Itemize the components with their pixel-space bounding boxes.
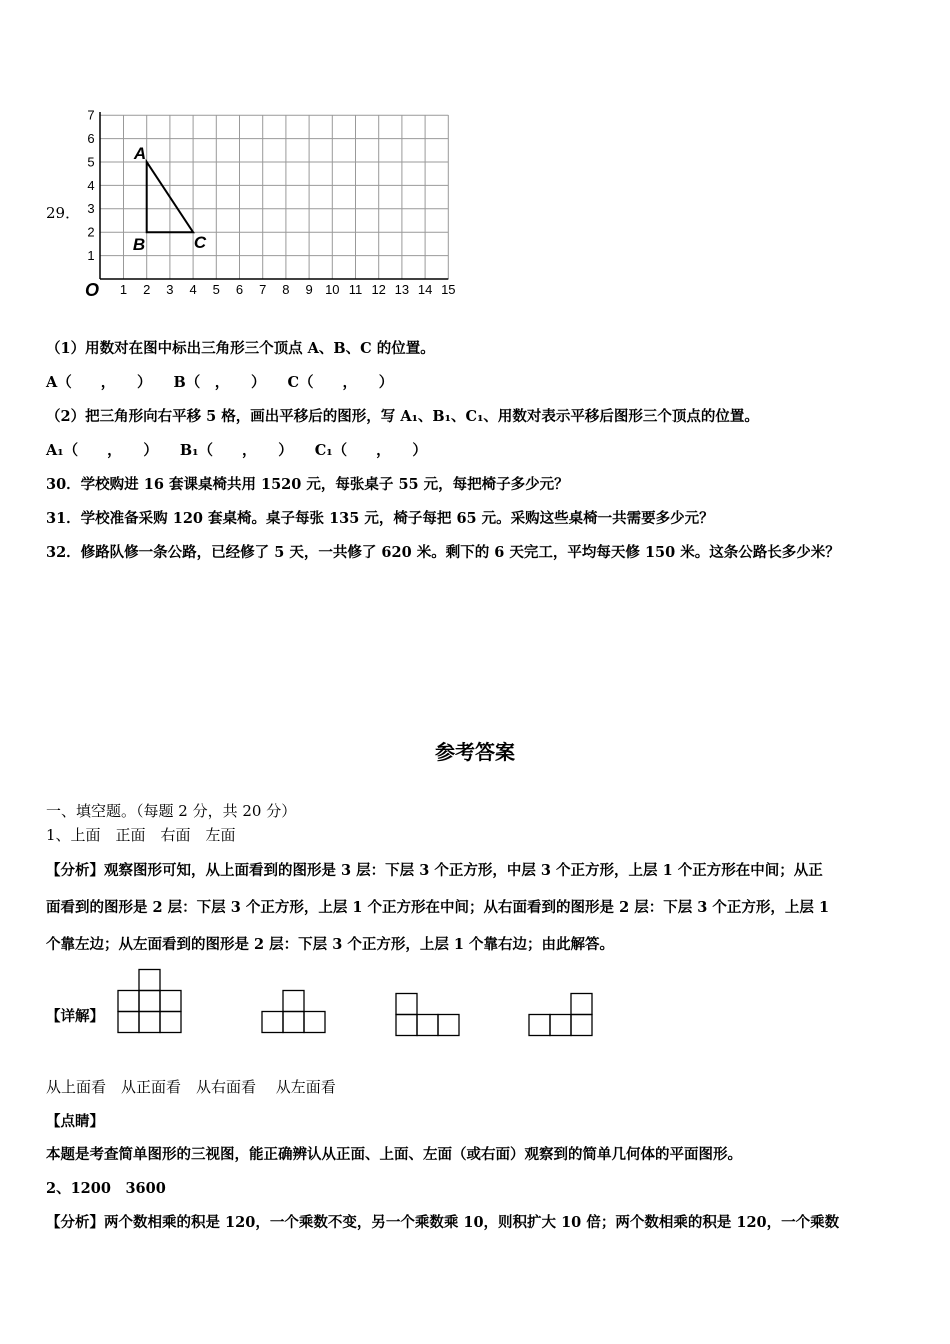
blank-a1: A₁（ ， ）: [46, 442, 158, 459]
point-label-b: B: [132, 235, 146, 254]
x-tick-label: 2: [143, 282, 151, 297]
y-tick-label: 2: [87, 224, 95, 240]
question-31: 31．学校准备采购 120 套桌椅。桌子每张 135 元，椅子每把 65 元。采购这些桌椅一共需要多少元？: [46, 510, 714, 527]
x-tick-labels: [120, 282, 456, 297]
y-tick-label: 5: [87, 154, 95, 170]
x-tick-label: 11: [348, 282, 363, 297]
answer-2-analysis: 【分析】两个数相乘的积是 120，一个乘数不变，另一个乘数乘 10，则积扩大 10 倍；两个数相乘的积是 120，一个乘数: [46, 1214, 840, 1231]
question-30: 30．学校购进 16 套课桌椅共用 1520 元，每张桌子 55 元，每把椅子多少元？: [46, 476, 569, 493]
view-labels: 从上面看 从正面看 从右面看 从左面看: [46, 1078, 336, 1096]
grid-lines: [100, 115, 448, 279]
blank-b1: B₁（ ， ）: [179, 442, 293, 459]
coordinate-grid: [78, 104, 468, 304]
x-tick-label: 10: [325, 282, 340, 297]
view-left: [527, 992, 595, 1039]
answer-1: 1、上面 正面 右面 左面: [46, 826, 236, 844]
view-front: [260, 989, 328, 1036]
answer-2: 2、1200 3600: [46, 1180, 166, 1197]
question-32: 32．修路队修一条公路，已经修了 5 天，一共修了 620 米。剩下的 6 天完工，平均每天修 150 米。这条公路长多少米？: [46, 544, 840, 561]
x-tick-label: 8: [282, 282, 290, 297]
q29-part2-blanks: [46, 439, 427, 460]
blank-c: C（ ， ）: [287, 374, 394, 391]
blank-a: A（ ， ）: [46, 374, 152, 391]
y-tick-label: 3: [87, 201, 95, 217]
q29-part1: （1）用数对在图中标出三角形三个顶点 A、B、C 的位置。: [46, 340, 435, 357]
x-tick-label: 7: [259, 282, 267, 297]
view-right: [394, 992, 462, 1039]
point-label-c: C: [193, 233, 207, 252]
y-tick-label: 6: [87, 131, 95, 146]
x-tick-label: 6: [235, 282, 244, 297]
x-tick-label: 1: [119, 282, 128, 297]
question-number-29: 29．: [46, 204, 81, 222]
answer-1-analysis-line-1: 【分析】观察图形可知，从上面看到的图形是 3 层：下层 3 个正方形，中层 3 个正方形，上层 1 个正方形在中间；从正: [46, 862, 823, 879]
point-label-a: A: [133, 144, 147, 163]
answer-1-analysis-line-3: 个靠左边；从左面看到的图形是 2 层：下层 3 个正方形，上层 1 个靠右边；由此解答。: [46, 936, 615, 953]
x-tick-label: 3: [166, 282, 174, 297]
q29-part1-blanks: [46, 371, 393, 392]
answer-1-tip-label: 【点睛】: [46, 1113, 104, 1130]
blank-c1: C₁（ ， ）: [314, 442, 427, 459]
x-tick-label: 9: [305, 282, 313, 297]
answer-1-detail-label: 【详解】: [46, 1008, 104, 1025]
y-tick-label: 1: [87, 248, 95, 263]
y-tick-label: 4: [87, 177, 95, 193]
view-top: [116, 968, 184, 1036]
y-tick-labels: [87, 108, 94, 263]
origin-label: O: [84, 280, 100, 300]
answer-1-analysis-line-2: 面看到的图形是 2 层：下层 3 个正方形，上层 1 个正方形在中间；从右面看到的图形是 2 层：下层 3 个正方形，上层 1: [46, 899, 830, 916]
x-tick-label: 4: [189, 282, 197, 297]
x-tick-label: 15: [441, 282, 456, 297]
blank-b: B（ ， ）: [173, 374, 266, 391]
answers-section-1: 一、填空题。（每题 2 分，共 20 分）: [46, 802, 297, 820]
x-tick-label: 12: [371, 282, 386, 297]
answer-1-tip: 本题是考查简单图形的三视图，能正确辨认从正面、上面、左面（或右面）观察到的简单几何体的平面图形。: [46, 1146, 742, 1163]
x-tick-label: 14: [417, 282, 433, 297]
y-tick-label: 7: [87, 107, 95, 123]
x-tick-label: 5: [212, 282, 220, 297]
answers-title: 参考答案: [435, 740, 515, 764]
x-tick-label: 13: [394, 282, 410, 297]
q29-part2: （2）把三角形向右平移 5 格，画出平移后的图形，写 A₁、B₁、C₁、用数对表示平移后图形三个顶点的位置。: [46, 408, 759, 425]
